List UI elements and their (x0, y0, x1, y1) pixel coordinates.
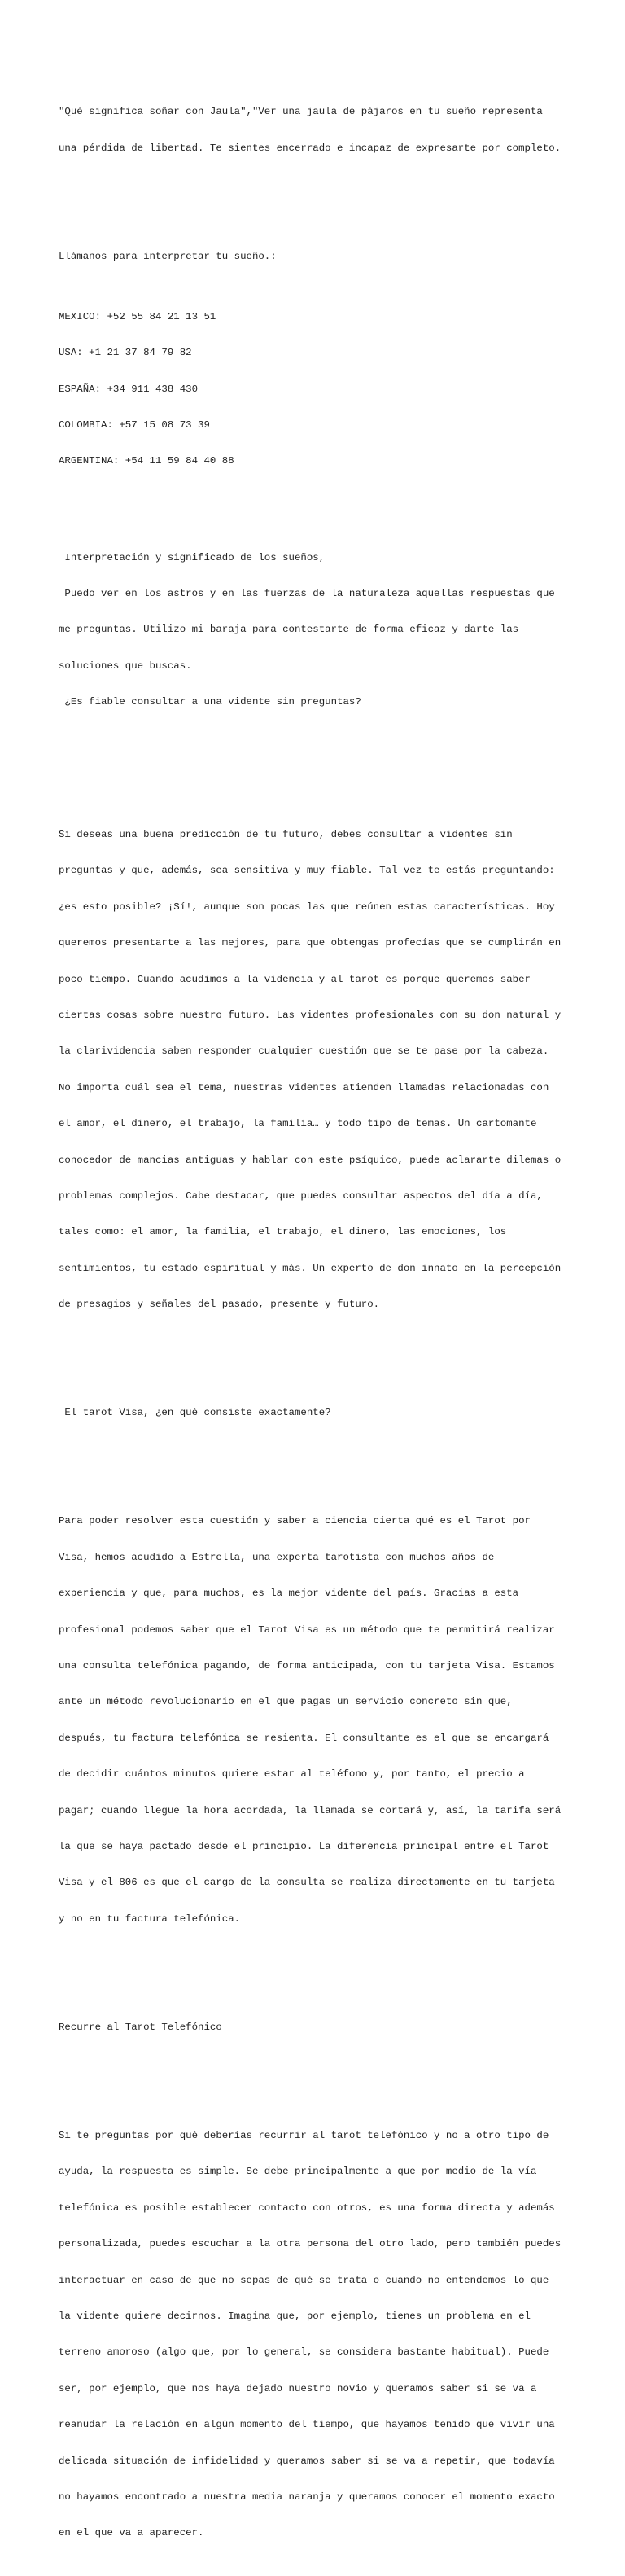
text-line: el amor, el dinero, el trabajo, la familia… y todo tipo de temas. Un cartomante (59, 1118, 537, 1130)
text-line: "Qué significa soñar con Jaula","Ver una jaula de pájaros en tu sueño representa (59, 106, 543, 118)
text-line: Interpretación y significado de los sueños, (59, 551, 326, 563)
text-line: ante un método revolucionario en el que pagas un servicio concreto sin que, (59, 1696, 513, 1708)
text-line: Si te preguntas por qué deberías recurrir al tarot telefónico y no a otro tipo de (59, 2130, 549, 2142)
paragraph-tarot-telefonico (59, 2105, 571, 2563)
text-line: interactuar en caso de que no sepas de qué se trata o cuando no entendemos lo que (59, 2274, 549, 2286)
blank-line (59, 1359, 571, 1371)
text-line: Visa y el 806 es que el cargo de la consulta se realiza directamente en tu tarjeta (59, 1877, 555, 1889)
text-line: ¿es esto posible? ¡Sí!, aunque son pocas las que reúnen estas características. Hoy (59, 900, 555, 913)
interpretation-block (59, 528, 571, 733)
text-line: terreno amoroso (algo que, por lo general, se considera bastante habitual). Puede (59, 2346, 549, 2359)
text-line: telefónica es posible establecer contacto con otros, es una forma directa y además (59, 2201, 555, 2214)
text-line: No importa cuál sea el tema, nuestras videntes atienden llamadas relacionadas con (59, 1081, 549, 1093)
section-heading: Recurre al Tarot Telefónico (59, 2021, 222, 2033)
text-line: experiencia y que, para muchos, es la mejor vidente del país. Gracias a esta (59, 1588, 519, 1600)
text-line: la que se haya pactado desde el principio. La diferencia principal entre el Tarot (59, 1840, 549, 1852)
phone-usa: USA: +1 21 37 84 79 82 (59, 347, 192, 359)
text-line: reanudar la relación en algún momento del tiempo, que hayamos tenido que vivir una (59, 2419, 555, 2431)
text-line: soluciones que buscas. (59, 659, 192, 672)
paragraph-videntes (59, 804, 571, 1334)
text-line: la clarividencia saben responder cualquier cuestión que se te pase por la cabeza. (59, 1045, 549, 1058)
text-line: problemas complejos. Cabe destacar, que puedes consultar aspectos del día a día, (59, 1189, 543, 1202)
blank-line (59, 2057, 571, 2070)
text-line: pagar; cuando llegue la hora acordada, la llamada se cortará y, así, la tarifa será (59, 1804, 562, 1816)
section-heading: ¿Es fiable consultar a una vidente sin preguntas? (59, 696, 361, 708)
text-line: profesional podemos saber que el Tarot Visa es un método que te permitirá realizar (59, 1623, 555, 1636)
text-line: y no en tu factura telefónica. (59, 1912, 241, 1925)
text-line: tales como: el amor, la familia, el trabajo, el dinero, las emociones, los (59, 1226, 507, 1238)
text-line: de presagios y señales del pasado, presente y futuro. (59, 1299, 380, 1311)
text-line: ayuda, la respuesta es simple. Se debe principalmente a que por medio de la vía (59, 2166, 537, 2178)
text-line: poco tiempo. Cuando acudimos a la videncia y al tarot es porque queremos saber (59, 973, 531, 985)
text-line: ser, por ejemplo, que nos haya dejado nuestro novio y queramos saber si se va a (59, 2382, 537, 2394)
phone-colombia: COLOMBIA: +57 15 08 73 39 (59, 418, 210, 431)
phone-espana: ESPAÑA: +34 911 438 430 (59, 383, 199, 395)
text-line: delicada situación de infidelidad y queramos saber si se va a repetir, que todavía (59, 2455, 555, 2467)
contact-heading: Llámanos para interpretar tu sueño.: (59, 250, 277, 262)
phone-mexico: MEXICO: +52 55 84 21 13 51 (59, 310, 216, 322)
blank-line (59, 756, 571, 769)
document-page (59, 58, 571, 2576)
text-line: ciertas cosas sobre nuestro futuro. Las videntes profesionales con su don natural y (59, 1009, 562, 1021)
phone-list (59, 287, 571, 492)
blank-line (59, 1444, 571, 1456)
paragraph-tarot-visa (59, 1492, 571, 1949)
text-line: conocedor de mancias antiguas y hablar con este psíquico, puede aclararte dilemas o (59, 1154, 562, 1166)
blank-line (59, 1974, 571, 1986)
text-line: Puedo ver en los astros y en las fuerzas de la naturaleza aquellas respuestas que (59, 588, 555, 600)
text-line: me preguntas. Utilizo mi baraja para contestarte de forma eficaz y darte las (59, 624, 519, 636)
text-line: no hayamos encontrado a nuestra media naranja y queramos conocer el momento exacto (59, 2491, 555, 2503)
text-line: Para poder resolver esta cuestión y saber a ciencia cierta qué es el Tarot por (59, 1515, 531, 1527)
text-line: Si deseas una buena predicción de tu futuro, debes consultar a videntes sin (59, 829, 513, 840)
text-line: una consulta telefónica pagando, de forma anticipada, con tu tarjeta Visa. Estamos (59, 1659, 555, 1671)
text-line: una pérdida de libertad. Te sientes encerrado e incapaz de expresarte por completo. (59, 142, 562, 154)
section-heading: El tarot Visa, ¿en qué consiste exactamente? (59, 1407, 331, 1419)
text-line: personalizada, puedes escuchar a la otra persona del otro lado, pero también puedes (59, 2238, 562, 2250)
blank-line (59, 203, 571, 215)
text-line: queremos presentarte a las mejores, para que obtengas profecías que se cumplirán en (59, 937, 562, 949)
text-line: sentimientos, tu estado espiritual y más. Un experto de don innato en la percepción (59, 1262, 562, 1274)
text-line: en el que va a aparecer. (59, 2527, 204, 2539)
text-line: preguntas y que, además, sea sensitiva y muy fiable. Tal vez te estás preguntando: (59, 865, 555, 877)
phone-argentina: ARGENTINA: +54 11 59 84 40 88 (59, 455, 234, 467)
text-line: después, tu factura telefónica se resienta. El consultante es el que se encargará (59, 1732, 549, 1744)
intro-paragraph (59, 82, 571, 178)
text-line: de decidir cuántos minutos quiere estar al teléfono y, por tanto, el precio a (59, 1768, 525, 1781)
text-line: la vidente quiere decirnos. Imagina que, por ejemplo, tienes un problema en el (59, 2311, 531, 2323)
text-line: Visa, hemos acudido a Estrella, una experta tarotista con muchos años de (59, 1551, 495, 1563)
